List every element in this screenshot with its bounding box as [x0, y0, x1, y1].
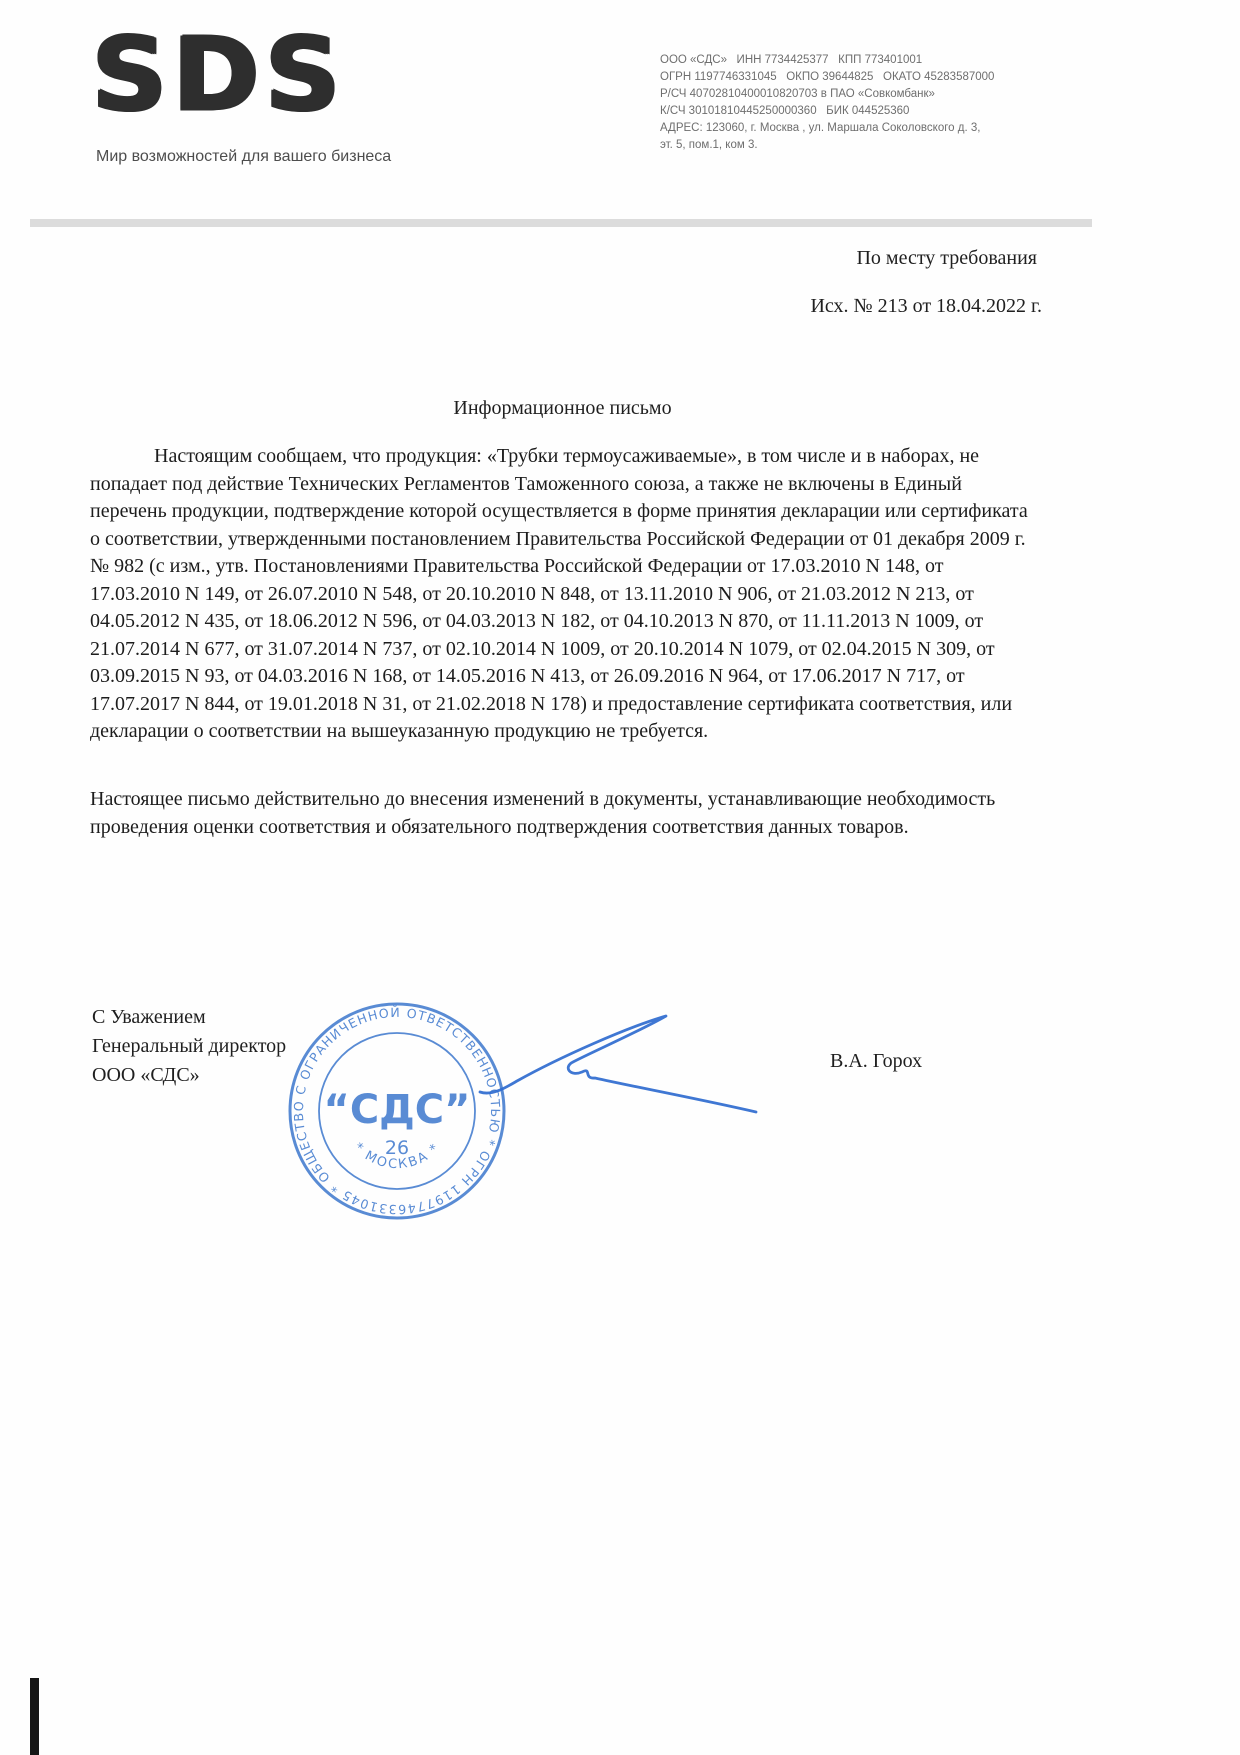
- body-paragraph-2: Настоящее письмо действительно до внесения изменений в документы, устанавливающие необходимость проведения оценки соответствия и обязательного подтверждения соответствия данных товаров.: [90, 788, 996, 838]
- outgoing-reference: Исх. № 213 от 18.04.2022 г.: [810, 295, 1042, 317]
- closing-position: Генеральный директор: [92, 1035, 287, 1057]
- company-detail-line: К/СЧ 30101810445250000360 БИК 044525360: [660, 105, 910, 117]
- closing-regards: С Уважением: [92, 1006, 206, 1028]
- stamp-number: 26: [384, 1137, 410, 1159]
- closing-block: [92, 1003, 286, 1090]
- scan-artifact-bar: [30, 1678, 39, 1755]
- company-detail-line: Р/СЧ 40702810400010820703 в ПАО «Совкомбанк»: [660, 88, 935, 100]
- stamp-city-text: * МОСКВА *: [350, 1140, 444, 1173]
- handwritten-signature: [420, 985, 780, 1135]
- stamp-center-text: “СДС”: [323, 1087, 471, 1133]
- header-divider: [30, 219, 1092, 227]
- sds-logo: SDS: [92, 14, 347, 134]
- letter-title: Информационное письмо: [453, 397, 672, 419]
- company-details: [660, 52, 1100, 154]
- logo-tagline: Мир возможностей для вашего бизнеса: [96, 148, 392, 165]
- recipient-line: По месту требования: [856, 247, 1037, 269]
- signature-stroke: [480, 1016, 756, 1112]
- body-paragraph-1: Настоящим сообщаем, что продукция: «Трубки термоусаживаемые», в том числе и в наборах, не попадает под действие Технических Регламентов Таможенного союза, а также не включены в Единый перечень продукции, подтверждение которой осуществляется в форме принятия декларации или сертификата о соответствии, утвержденными постановлением Правительства Российской Федерации от 01 декабря 2009 г. № 982 (с изм., утв. Постановлениями Правительства Российской Федерации от 17.03.2010 N 148, от 17.03.2010 N 149, от 26.07.2010 N 548, от 20.10.2010 N 848, от 13.11.2010 N 906, от 21.03.2012 N 213, от 04.05.2012 N 435, от 18.06.2012 N 596, от 04.03.2013 N 182, от 04.10.2013 N 870, от 11.11.2013 N 1009, от 21.07.2014 N 677, от 31.07.2014 N 737, от 02.10.2014 N 1009, от 20.10.2014 N 1079, от 02.04.2015 N 309, от 03.09.2015 N 93, от 04.03.2016 N 168, от 14.05.2016 N 413, от 26.09.2016 N 964, от 17.06.2017 N 717, от 17.07.2017 N 844, от 19.01.2018 N 31, от 21.02.2018 N 178) и предоставление сертификата соответствия, или декларации о соответствии на вышеуказанную продукцию не требуется.: [90, 445, 1028, 742]
- signer-name: В.А. Горох: [830, 1050, 923, 1072]
- stamp-ring-text: ОБЩЕСТВО С ОГРАНИЧЕННОЙ ОТВЕТСТВЕННОСТЬЮ * ОГРН 1197746331045 *: [290, 1004, 504, 1218]
- company-detail-line: ОГРН 1197746331045 ОКПО 39644825 ОКАТО 45283587000: [660, 71, 995, 83]
- company-detail-line: ООО «СДС» ИНН 7734425377 КПП 773401001: [660, 54, 923, 66]
- company-detail-line: эт. 5, пом.1, ком 3.: [660, 139, 758, 151]
- closing-company: ООО «СДС»: [92, 1064, 200, 1086]
- company-detail-line: АДРЕС: 123060, г. Москва , ул. Маршала Соколовского д. 3,: [660, 122, 981, 134]
